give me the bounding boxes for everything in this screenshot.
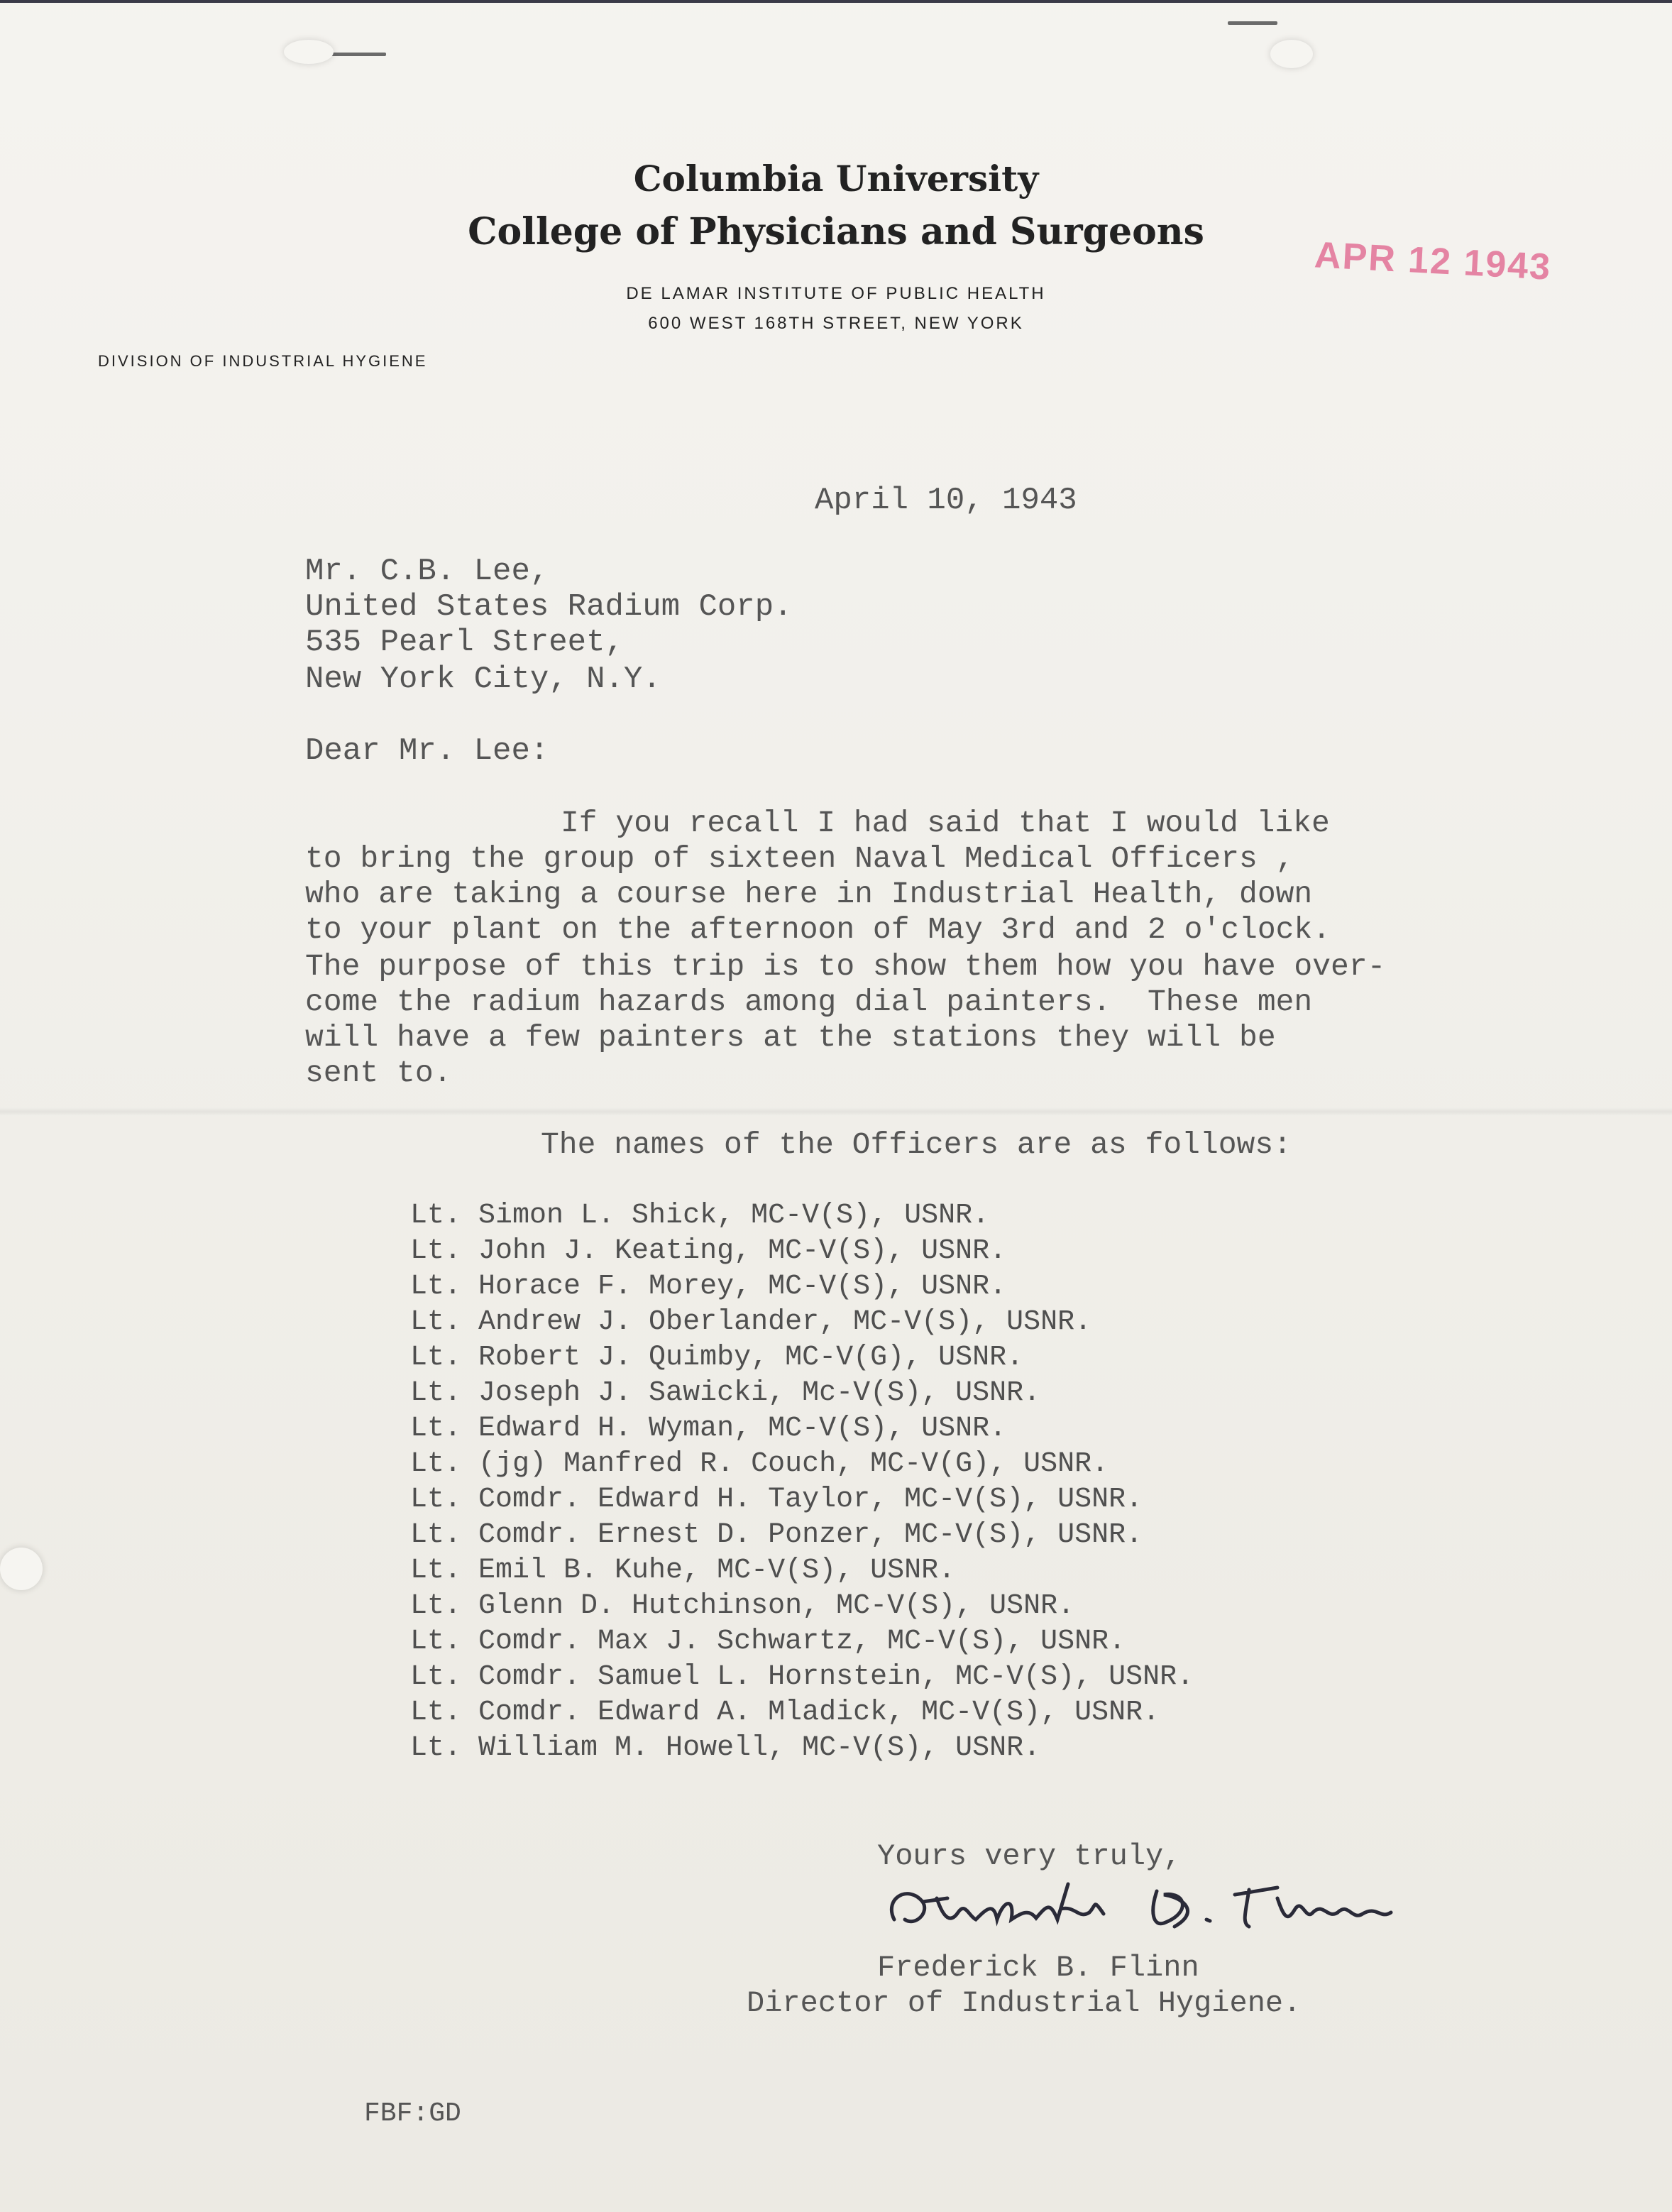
- officer-item: Lt. Joseph J. Sawicki, Mc-V(S), USNR.: [410, 1377, 1041, 1409]
- recipient-city: New York City, N.Y.: [305, 662, 661, 697]
- officer-item: Lt. Robert J. Quimby, MC-V(G), USNR.: [410, 1342, 1024, 1374]
- body-line: will have a few painters at the stations they will be: [305, 1020, 1276, 1055]
- recipient-name: Mr. C.B. Lee,: [305, 554, 549, 589]
- staple-mark-right: [1228, 21, 1277, 25]
- officer-item: Lt. John J. Keating, MC-V(S), USNR.: [410, 1235, 1007, 1267]
- officer-item: Lt. Edward H. Wyman, MC-V(S), USNR.: [410, 1413, 1007, 1445]
- letter-date: April 10, 1943: [815, 483, 1077, 518]
- officer-item: Lt. Horace F. Morey, MC-V(S), USNR.: [410, 1271, 1007, 1303]
- body-line: to bring the group of sixteen Naval Medical Officers ,: [305, 841, 1294, 876]
- letterhead-division: DIVISION OF INDUSTRIAL HYGIENE: [98, 352, 428, 370]
- closing: Yours very truly,: [877, 1839, 1182, 1873]
- paper-tear-side: [0, 1548, 43, 1590]
- officer-item: Lt. Comdr. Edward A. Mladick, MC-V(S), USNR.: [410, 1697, 1160, 1729]
- officer-item: Lt. Andrew J. Oberlander, MC-V(S), USNR.: [410, 1306, 1092, 1338]
- received-date-stamp: APR 12 1943: [1313, 234, 1553, 288]
- officer-item: Lt. Comdr. Edward H. Taylor, MC-V(S), USNR.: [410, 1484, 1143, 1516]
- letterhead-institute: DE LAMAR INSTITUTE OF PUBLIC HEALTH: [626, 284, 1046, 303]
- paper-tear-right: [1270, 40, 1313, 68]
- salutation: Dear Mr. Lee:: [305, 733, 549, 769]
- paper-tear-left: [284, 40, 334, 64]
- officer-item: Lt. Emil B. Kuhe, MC-V(S), USNR.: [410, 1555, 956, 1587]
- letterhead-college: College of Physicians and Surgeons: [468, 210, 1204, 253]
- signer-name: Frederick B. Flinn: [877, 1951, 1199, 1985]
- officer-item: Lt. Glenn D. Hutchinson, MC-V(S), USNR.: [410, 1590, 1075, 1622]
- body-line: The purpose of this trip is to show them how you have over-: [305, 949, 1386, 984]
- letterhead-address: 600 WEST 168TH STREET, NEW YORK: [648, 314, 1024, 333]
- reference-initials: FBF:GD: [364, 2098, 461, 2129]
- officer-item: Lt. Simon L. Shick, MC-V(S), USNR.: [410, 1200, 990, 1232]
- handwritten-signature: [880, 1870, 1476, 1941]
- body-line: to your plant on the afternoon of May 3rd and 2 o'clock.: [305, 912, 1331, 947]
- officer-item: Lt. Comdr. Ernest D. Ponzer, MC-V(S), USNR.: [410, 1519, 1143, 1551]
- body-line: sent to.: [305, 1056, 452, 1090]
- officer-item: Lt. (jg) Manfred R. Couch, MC-V(G), USNR.: [410, 1448, 1109, 1480]
- body-line: who are taking a course here in Industrial Health, down: [305, 877, 1313, 911]
- letterhead-university: Columbia University: [633, 158, 1039, 199]
- scan-top-edge: [0, 0, 1672, 3]
- recipient-street: 535 Pearl Street,: [305, 625, 624, 660]
- officer-item: Lt. William M. Howell, MC-V(S), USNR.: [410, 1732, 1041, 1764]
- recipient-company: United States Radium Corp.: [305, 589, 793, 625]
- signer-title: Director of Industrial Hygiene.: [747, 1986, 1302, 2020]
- officers-intro: The names of the Officers are as follows:: [541, 1127, 1292, 1162]
- officer-item: Lt. Comdr. Samuel L. Hornstein, MC-V(S), USNR.: [410, 1661, 1194, 1693]
- officer-item: Lt. Comdr. Max J. Schwartz, MC-V(S), USNR.: [410, 1626, 1126, 1658]
- body-line: come the radium hazards among dial painters. These men: [305, 985, 1313, 1019]
- body-line: If you recall I had said that I would like: [561, 806, 1330, 841]
